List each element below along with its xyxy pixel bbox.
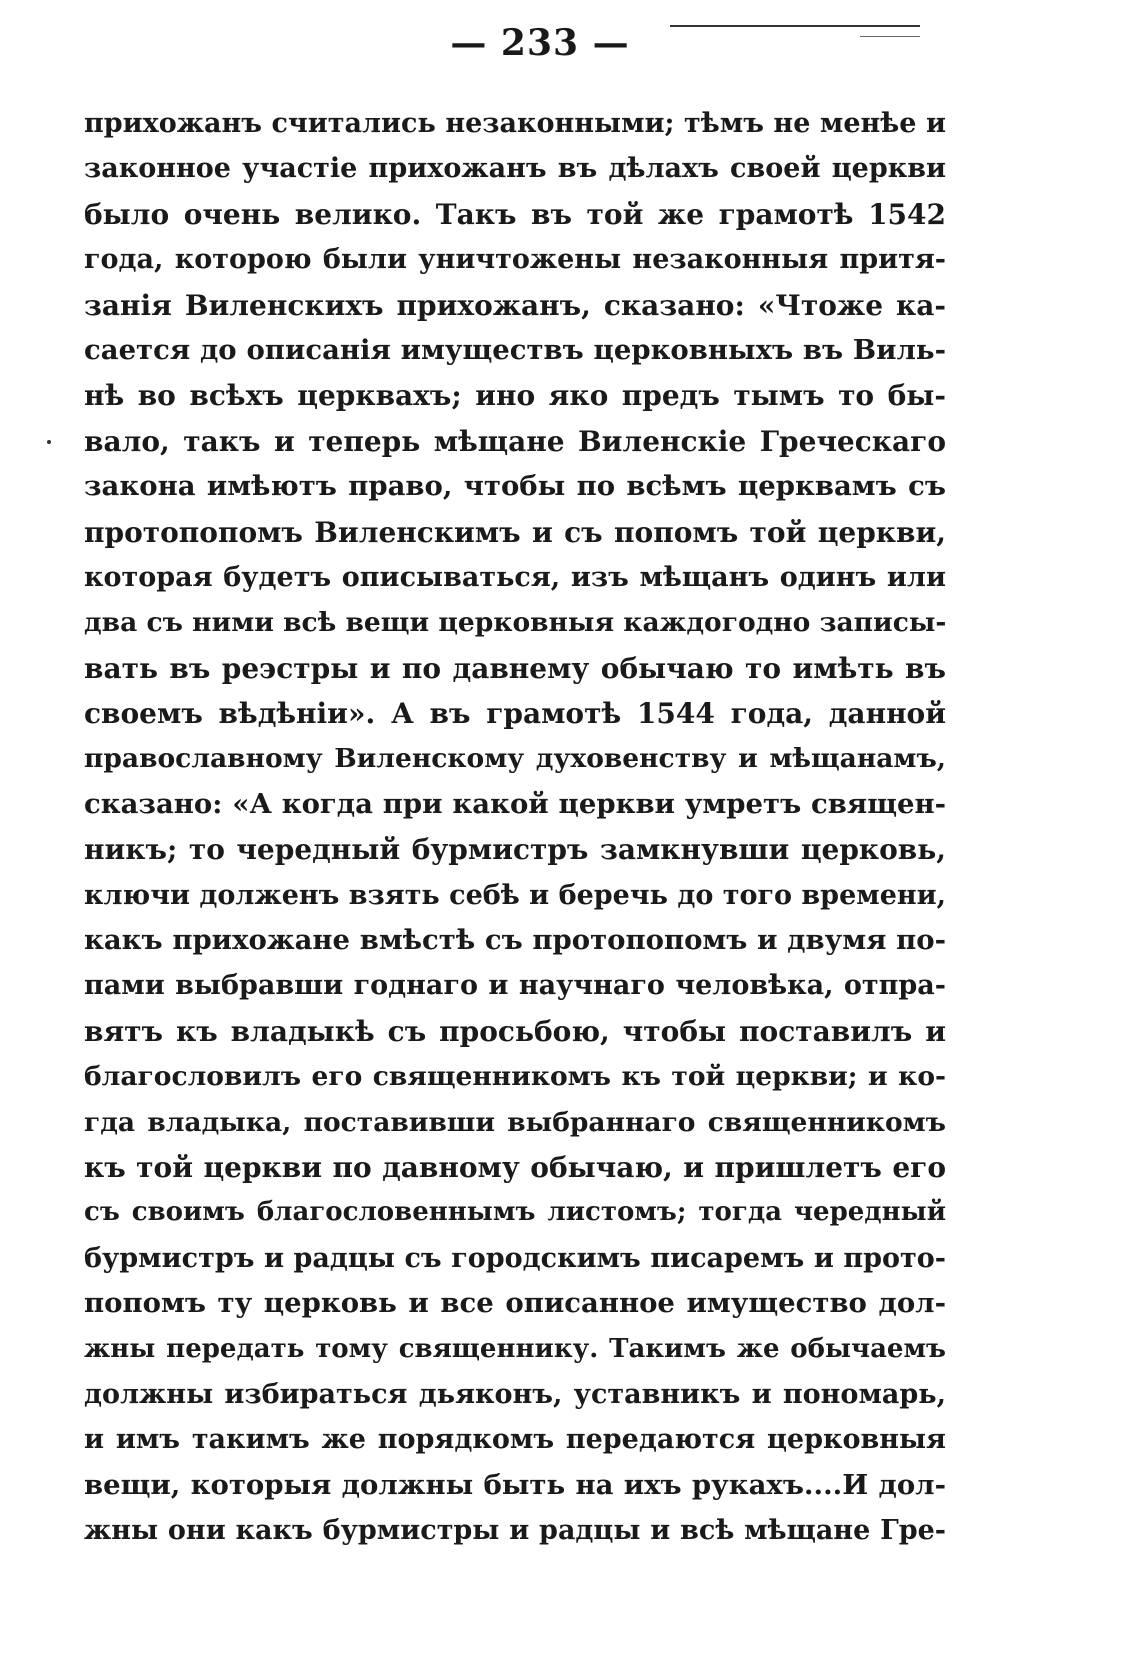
text-line: никъ; то чередный бурмистръ замкнувши церковь, bbox=[84, 833, 946, 867]
text-line: вещи, которыя должны быть на ихъ рукахъ....И дол- bbox=[84, 1468, 946, 1501]
text-line: сказано: «А когда при какой церкви умретъ священ- bbox=[84, 787, 946, 820]
text-line: закона имѣютъ право, чтобы по всѣмъ церквамъ съ bbox=[84, 470, 946, 503]
text-line: должны избираться дьяконъ, уставникъ и пономарь, bbox=[84, 1378, 946, 1410]
text-line: было очень велико. Такъ въ той же грамотѣ 1542 bbox=[84, 197, 946, 231]
text-line: попомъ ту церковь и все описанное имущество дол- bbox=[84, 1287, 946, 1320]
text-line: вятъ къ владыкѣ съ просьбою, чтобы поставилъ и bbox=[84, 1014, 946, 1048]
text-line: протопопомъ Виленскимъ и съ попомъ той церкви, bbox=[84, 515, 946, 549]
margin-mark bbox=[47, 440, 51, 444]
text-line: два съ ними всѣ вещи церковныя каждогодно записы- bbox=[84, 607, 946, 639]
header-rule-short bbox=[860, 36, 920, 37]
page-number: — 233 — bbox=[450, 22, 630, 64]
text-line: гда владыка, поставивши выбраннаго священникомъ bbox=[84, 1106, 946, 1138]
text-line: жны передать тому священнику. Такимъ же обычаемъ bbox=[84, 1333, 946, 1364]
header-rule bbox=[670, 25, 920, 27]
text-line: вать въ реэстры и по давнему обычаю то имѣть въ bbox=[84, 651, 946, 685]
text-line: прихожанъ считались незаконными; тѣмъ не менѣе и bbox=[84, 108, 946, 139]
text-line: бурмистръ и радцы съ городскимъ писаремъ и прото- bbox=[84, 1242, 946, 1274]
text-line: вало, такъ и теперь мѣщане Виленскіе Греческаго bbox=[84, 424, 946, 458]
text-line: пами выбравши годнаго и научнаго человѣка, отпра- bbox=[84, 970, 946, 1002]
text-line: своемъ вѣдѣніи». А въ грамотѣ 1544 года, данной bbox=[84, 697, 946, 731]
text-line: которая будетъ описываться, изъ мѣщанъ одинъ или bbox=[84, 561, 946, 593]
text-line: занія Виленскихъ прихожанъ, сказано: «Чтоже ка- bbox=[84, 288, 946, 322]
text-line: благословилъ его священникомъ къ той церкви; и ко- bbox=[84, 1061, 946, 1093]
text-line: ключи долженъ взять себѣ и беречь до того времени, bbox=[84, 879, 946, 911]
text-line: законное участіе прихожанъ въ дѣлахъ своей церкви bbox=[84, 153, 946, 185]
text-line: къ той церкви по давному обычаю, и пришлетъ его bbox=[84, 1150, 946, 1184]
body-text bbox=[84, 101, 946, 1554]
text-line: сается до описанія имуществъ церковныхъ въ Виль- bbox=[84, 333, 946, 366]
text-line: и имъ такимъ же порядкомъ передаются церковныя bbox=[84, 1424, 946, 1456]
text-line: жны они какъ бурмистры и радцы и всѣ мѣщане Гре- bbox=[84, 1515, 946, 1547]
text-line: года, которою были уничтожены незаконныя притя- bbox=[84, 244, 946, 276]
text-line: нѣ во всѣхъ церквахъ; ино яко предъ тымъ то бы- bbox=[84, 379, 946, 413]
text-line: съ своимъ благословеннымъ листомъ; тогда чередный bbox=[84, 1197, 946, 1228]
text-line: православному Виленскому духовенству и мѣщанамъ, bbox=[84, 743, 946, 775]
text-line: какъ прихожане вмѣстѣ съ протопопомъ и двумя по- bbox=[84, 924, 946, 957]
